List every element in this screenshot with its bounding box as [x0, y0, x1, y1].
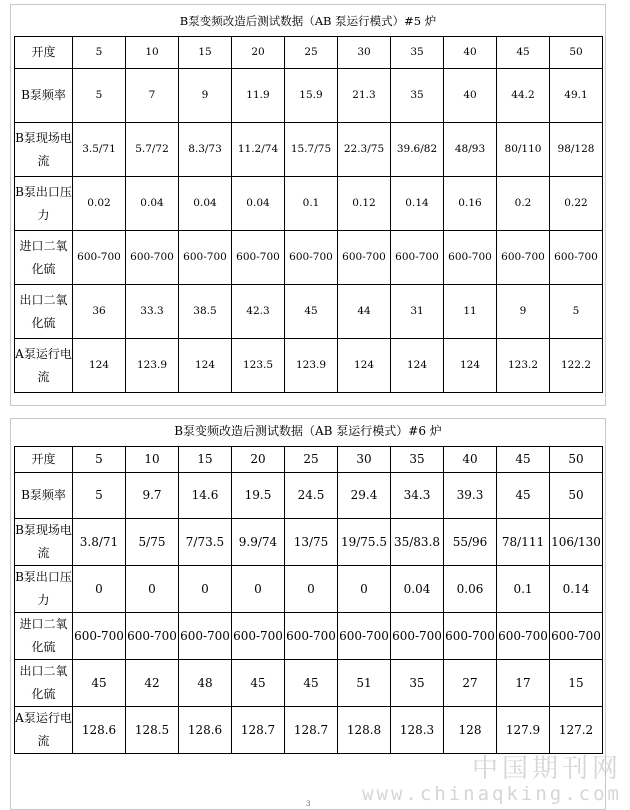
table-cell: 15.7/75 — [285, 123, 338, 177]
table-cell: 7 — [126, 69, 179, 123]
table-cell: 127.9 — [497, 707, 550, 754]
table-cell: 35/83.8 — [391, 519, 444, 566]
table-cell: 14.6 — [179, 473, 232, 519]
table-cell: 0.04 — [179, 177, 232, 231]
row-header-cell: A泵运行电流 — [15, 339, 73, 393]
table-cell: 9.7 — [126, 473, 179, 519]
table-cell: 20 — [232, 447, 285, 473]
table-cell: 9.9/74 — [232, 519, 285, 566]
watermark — [362, 754, 622, 804]
table-cell: 45 — [285, 285, 338, 339]
table-cell: 10 — [126, 447, 179, 473]
table-cell: 600-700 — [497, 613, 550, 660]
table-row — [15, 707, 603, 754]
row-header-cell: 开度 — [15, 447, 73, 473]
table-cell: 45 — [285, 660, 338, 707]
table-cell: 0 — [126, 566, 179, 613]
table-row — [15, 37, 603, 69]
watermark-url: www.chinaqking.com — [362, 783, 622, 805]
table-cell: 600-700 — [232, 613, 285, 660]
table-cell: 45 — [497, 473, 550, 519]
table-cell: 124 — [391, 339, 444, 393]
table-cell: 48/93 — [444, 123, 497, 177]
table-cell: 45 — [232, 660, 285, 707]
table-row — [15, 566, 603, 613]
table-cell: 128.7 — [285, 707, 338, 754]
row-header-cell: B泵现场电流 — [15, 123, 73, 177]
table-cell: 0.16 — [444, 177, 497, 231]
table-cell: 600-700 — [550, 231, 603, 285]
table-cell: 11 — [444, 285, 497, 339]
table-cell: 3.8/71 — [73, 519, 126, 566]
table-cell: 600-700 — [285, 231, 338, 285]
table-cell: 36 — [73, 285, 126, 339]
table-cell: 123.2 — [497, 339, 550, 393]
table-row — [15, 123, 603, 177]
table-cell: 600-700 — [285, 613, 338, 660]
table-cell: 35 — [391, 69, 444, 123]
row-header-cell: 开度 — [15, 37, 73, 69]
table-row — [15, 231, 603, 285]
table-cell: 123.5 — [232, 339, 285, 393]
table-cell: 0.04 — [126, 177, 179, 231]
table-cell: 0.06 — [444, 566, 497, 613]
table-cell: 128.6 — [179, 707, 232, 754]
table-cell: 128.5 — [126, 707, 179, 754]
table-cell: 128 — [444, 707, 497, 754]
table-cell: 50 — [550, 473, 603, 519]
table-cell: 13/75 — [285, 519, 338, 566]
table-cell: 600-700 — [338, 231, 391, 285]
table-cell: 127.2 — [550, 707, 603, 754]
table-cell: 30 — [338, 37, 391, 69]
row-header-cell: B泵频率 — [15, 473, 73, 519]
table-cell: 22.3/75 — [338, 123, 391, 177]
table-cell: 0.04 — [391, 566, 444, 613]
table-cell: 0.1 — [497, 566, 550, 613]
table-cell: 0 — [179, 566, 232, 613]
table-cell: 600-700 — [391, 613, 444, 660]
table-cell: 128.6 — [73, 707, 126, 754]
table-cell: 35 — [391, 37, 444, 69]
table-cell: 0.02 — [73, 177, 126, 231]
table-cell: 50 — [550, 37, 603, 69]
table-cell: 0 — [338, 566, 391, 613]
table-cell: 0.1 — [285, 177, 338, 231]
table-cell: 10 — [126, 37, 179, 69]
table-cell: 600-700 — [338, 613, 391, 660]
table-row — [15, 285, 603, 339]
table-cell: 80/110 — [497, 123, 550, 177]
row-header-cell: B泵出口压力 — [15, 566, 73, 613]
table-cell: 9 — [497, 285, 550, 339]
table-cell: 5 — [73, 447, 126, 473]
table-cell: 128.7 — [232, 707, 285, 754]
row-header-cell: B泵出口压力 — [15, 177, 73, 231]
table-cell: 3.5/71 — [73, 123, 126, 177]
table-cell: 44.2 — [497, 69, 550, 123]
table-cell: 30 — [338, 447, 391, 473]
table-cell: 600-700 — [444, 613, 497, 660]
table-cell: 15 — [179, 37, 232, 69]
table-cell: 35 — [391, 447, 444, 473]
table-cell: 0.22 — [550, 177, 603, 231]
table-cell: 600-700 — [179, 231, 232, 285]
table1-title: B泵变频改造后测试数据（AB 泵运行模式）#5 炉 — [179, 14, 437, 28]
table-cell: 9 — [179, 69, 232, 123]
table-cell: 106/130 — [550, 519, 603, 566]
table-cell: 5 — [73, 473, 126, 519]
table-cell: 0.14 — [391, 177, 444, 231]
table-cell: 11.2/74 — [232, 123, 285, 177]
table-cell: 39.6/82 — [391, 123, 444, 177]
table-cell: 48 — [179, 660, 232, 707]
table-cell: 15 — [550, 660, 603, 707]
table-cell: 600-700 — [391, 231, 444, 285]
table-cell: 55/96 — [444, 519, 497, 566]
watermark-name: 中国期刊网 — [471, 754, 622, 784]
table-cell: 20 — [232, 37, 285, 69]
table-row — [15, 339, 603, 393]
table-cell: 124 — [179, 339, 232, 393]
table-cell: 0.14 — [550, 566, 603, 613]
table-cell: 15.9 — [285, 69, 338, 123]
table-cell: 11.9 — [232, 69, 285, 123]
row-header-cell: 出口二氧化硫 — [15, 660, 73, 707]
table-cell: 27 — [444, 660, 497, 707]
table-cell: 124 — [338, 339, 391, 393]
table-row — [15, 447, 603, 473]
row-header-cell: B泵现场电流 — [15, 519, 73, 566]
table-cell: 39.3 — [444, 473, 497, 519]
table-cell: 45 — [497, 447, 550, 473]
table-cell: 124 — [73, 339, 126, 393]
table-cell: 50 — [550, 447, 603, 473]
table-cell: 25 — [285, 37, 338, 69]
table-cell: 98/128 — [550, 123, 603, 177]
table-cell: 40 — [444, 37, 497, 69]
table-cell: 0 — [232, 566, 285, 613]
table-cell: 600-700 — [126, 231, 179, 285]
table2 — [14, 446, 603, 754]
table-cell: 33.3 — [126, 285, 179, 339]
row-header-cell: B泵频率 — [15, 69, 73, 123]
table-cell: 5 — [550, 285, 603, 339]
table-cell: 600-700 — [179, 613, 232, 660]
table-cell: 128.8 — [338, 707, 391, 754]
table-cell: 17 — [497, 660, 550, 707]
table-cell: 21.3 — [338, 69, 391, 123]
table2-title: B泵变频改造后测试数据（AB 泵运行模式）#6 炉 — [174, 424, 442, 438]
table-cell: 123.9 — [285, 339, 338, 393]
table-row — [15, 660, 603, 707]
table-cell: 600-700 — [550, 613, 603, 660]
table-cell: 44 — [338, 285, 391, 339]
table-cell: 124 — [444, 339, 497, 393]
row-header-cell: 进口二氧化硫 — [15, 231, 73, 285]
table-cell: 0 — [73, 566, 126, 613]
table1 — [14, 36, 603, 393]
table-cell: 40 — [444, 447, 497, 473]
table-cell: 122.2 — [550, 339, 603, 393]
table-cell: 25 — [285, 447, 338, 473]
table-cell: 128.3 — [391, 707, 444, 754]
table-cell: 0.04 — [232, 177, 285, 231]
table-cell: 600-700 — [444, 231, 497, 285]
table-cell: 7/73.5 — [179, 519, 232, 566]
table-row — [15, 177, 603, 231]
table-cell: 45 — [497, 37, 550, 69]
table-cell: 42.3 — [232, 285, 285, 339]
table-cell: 24.5 — [285, 473, 338, 519]
table-row — [15, 473, 603, 519]
table-cell: 78/111 — [497, 519, 550, 566]
row-header-cell: A泵运行电流 — [15, 707, 73, 754]
table-row — [15, 519, 603, 566]
table-row — [15, 69, 603, 123]
table-cell: 600-700 — [73, 231, 126, 285]
table-cell: 600-700 — [497, 231, 550, 285]
table-cell: 19.5 — [232, 473, 285, 519]
table-cell: 45 — [73, 660, 126, 707]
table-cell: 5.7/72 — [126, 123, 179, 177]
table-cell: 35 — [391, 660, 444, 707]
table-cell: 51 — [338, 660, 391, 707]
table-cell: 40 — [444, 69, 497, 123]
table-cell: 15 — [179, 447, 232, 473]
table-cell: 8.3/73 — [179, 123, 232, 177]
table-cell: 5 — [73, 37, 126, 69]
table-cell: 31 — [391, 285, 444, 339]
table-cell: 5 — [73, 69, 126, 123]
table-cell: 38.5 — [179, 285, 232, 339]
table-cell: 29.4 — [338, 473, 391, 519]
table-cell: 5/75 — [126, 519, 179, 566]
table-row — [15, 613, 603, 660]
table-cell: 600-700 — [126, 613, 179, 660]
table-cell: 123.9 — [126, 339, 179, 393]
table-cell: 0.2 — [497, 177, 550, 231]
page-number: 3 — [306, 800, 311, 808]
table-cell: 600-700 — [232, 231, 285, 285]
table-cell: 0.12 — [338, 177, 391, 231]
table-cell: 600-700 — [73, 613, 126, 660]
table-cell: 42 — [126, 660, 179, 707]
row-header-cell: 进口二氧化硫 — [15, 613, 73, 660]
table-cell: 34.3 — [391, 473, 444, 519]
table-cell: 49.1 — [550, 69, 603, 123]
table-cell: 19/75.5 — [338, 519, 391, 566]
table-cell: 0 — [285, 566, 338, 613]
row-header-cell: 出口二氧化硫 — [15, 285, 73, 339]
